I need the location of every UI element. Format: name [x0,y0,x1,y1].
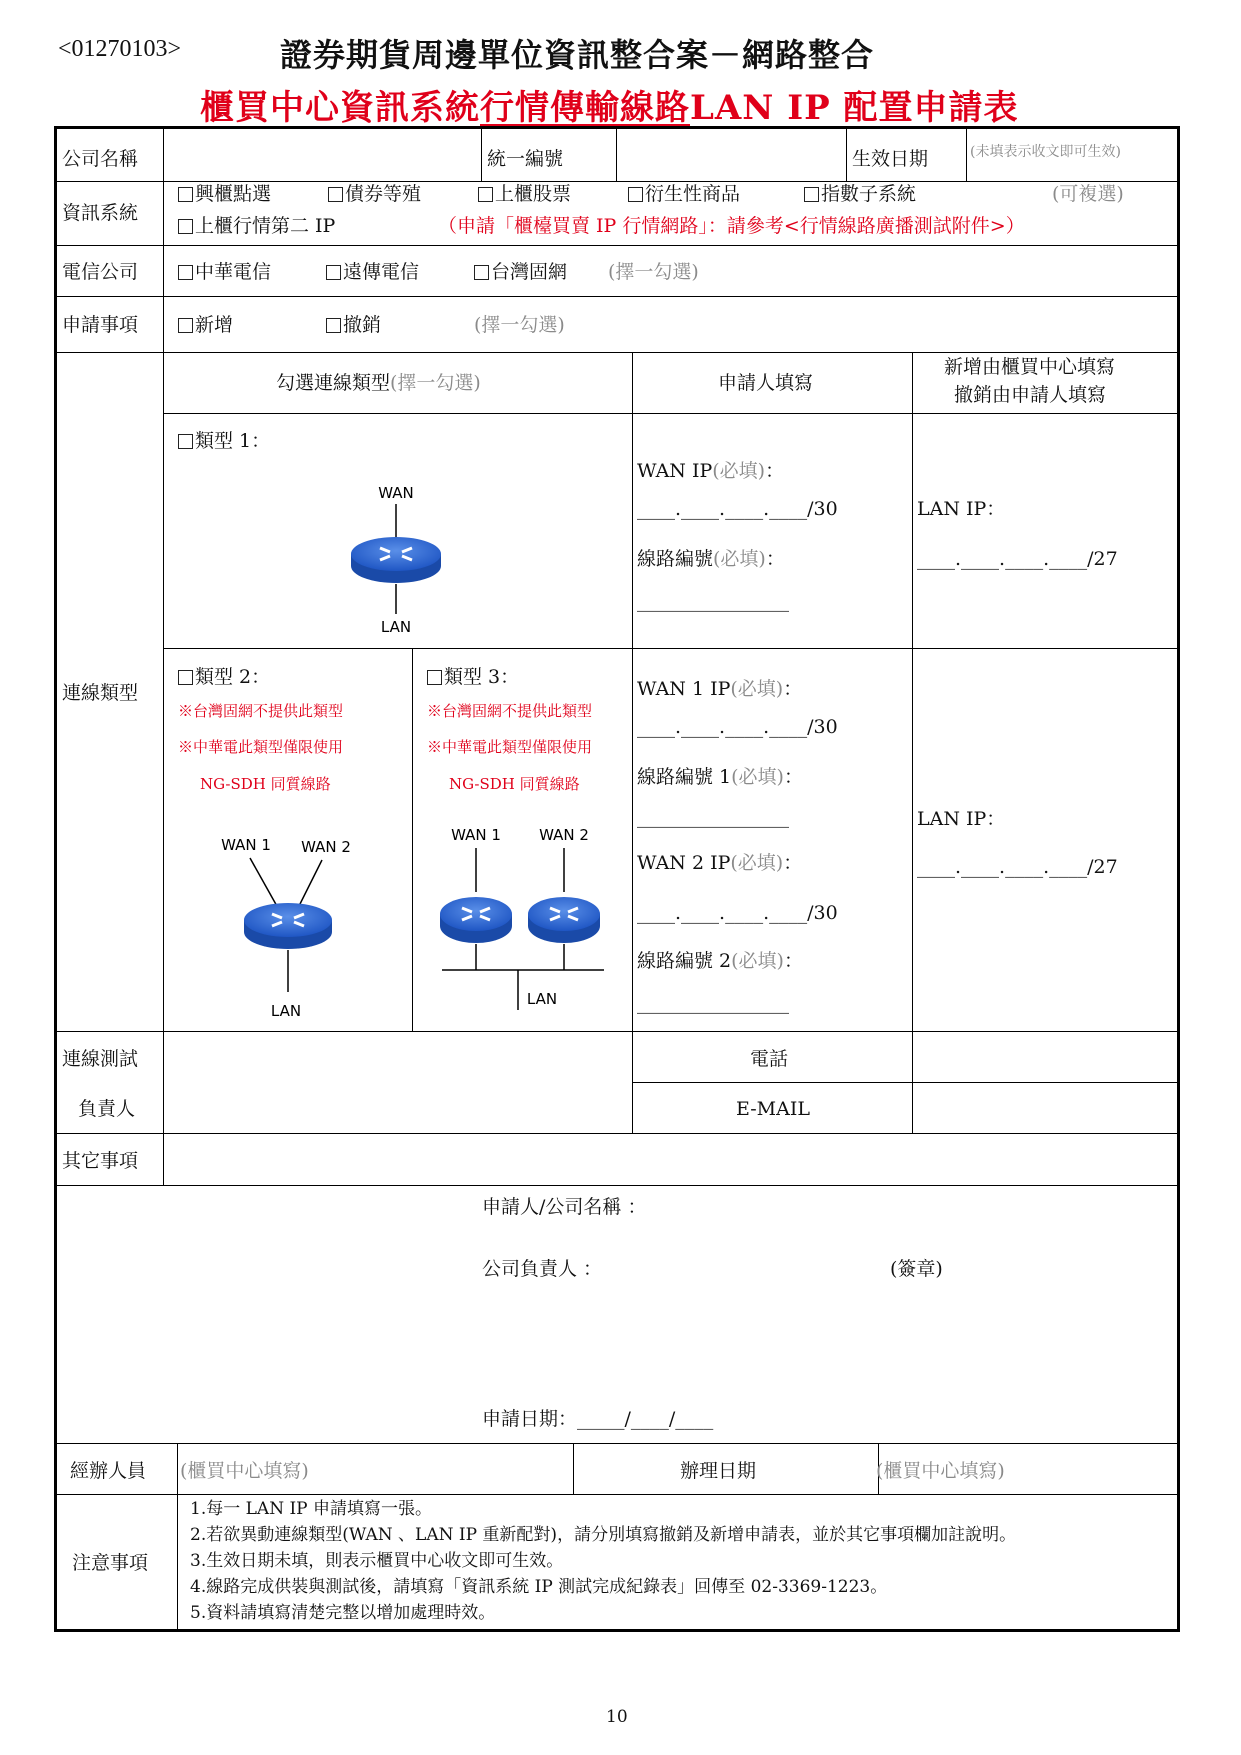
col-divider [412,648,413,1031]
row-divider [56,245,1178,246]
row-divider [56,181,1178,182]
row-divider [632,1082,1178,1083]
wan-ip-field[interactable]: ____.____.____.____/30 [637,498,838,520]
telecom-option-3[interactable]: 台灣固網 [474,261,567,284]
checkbox-icon[interactable] [628,187,643,202]
phone-label: 電話 [750,1048,789,1070]
checkbox-icon[interactable] [326,318,341,333]
effective-date-label: 生效日期 [852,148,929,170]
row-divider [56,1031,1178,1032]
system-option-1[interactable]: 興櫃點選 [178,183,271,206]
col-divider [632,352,633,1133]
checkbox-icon[interactable] [478,187,493,202]
request-label: 申請事項 [62,314,139,336]
col1-header: 勾選連線類型(擇一勾選) [276,372,481,394]
system-option-4[interactable]: 衍生性商品 [628,183,740,206]
router-icon [351,537,441,583]
form-code: <01270103> [58,36,182,62]
lan-ip-label: LAN IP： [917,498,1006,520]
checkbox-icon[interactable] [474,265,489,280]
notes-label: 注意事項 [72,1552,149,1574]
col-divider [616,128,617,181]
subtitle-underlined: 行情傳輸線路 [480,88,690,128]
phone-field[interactable] [918,1036,1172,1076]
handle-date-hint: (櫃買中心填寫) [876,1460,1005,1482]
type3-warning-3: NG-SDH 同質線路 [449,775,580,793]
router-diagram-type2 [210,830,380,1026]
applicant-company-label: 申請人/公司名稱 ： [482,1196,647,1218]
type2-option[interactable]: 類型 2： [178,666,270,689]
wan1-ip-label: WAN 1 IP(必填)： [637,678,803,700]
email-field[interactable] [918,1088,1172,1128]
company-owner-label: 公司負責人 ： [482,1258,603,1280]
test-contact-label-2: 負責人 [78,1098,136,1120]
wan2-label: WAN 2 [301,838,351,856]
type2-warning-1: ※台灣固網不提供此類型 [178,702,344,720]
notes-list [190,1496,1016,1626]
note-item: 2.若欲異動連線類型(WAN 、LAN IP 重新配對)，請分別填寫撤銷及新增申請表，並於其它事項欄加註說明。 [190,1525,1017,1545]
wan2-ip-field[interactable]: ____.____.____.____/30 [637,902,838,924]
line2-field[interactable]: ________________ [637,992,789,1014]
row-divider [56,1185,1178,1186]
wan2-label: WAN 2 [539,826,589,844]
test-contact-field[interactable] [169,1036,625,1128]
multi-select-hint: (可複選) [1052,183,1124,205]
col-divider [966,128,967,181]
checkbox-icon[interactable] [427,670,442,685]
system-option-5[interactable]: 指數子系統 [804,183,916,206]
other-matters-label: 其它事項 [62,1150,139,1172]
system-option-3[interactable]: 上櫃股票 [478,183,571,206]
subtitle-suffix: LAN IP 配置申請表 [690,88,1019,128]
type3-warning-2: ※中華電此類型僅限使用 [427,738,593,756]
checkbox-icon[interactable] [178,318,193,333]
note-item: 5.資料請填寫清楚完整以增加處理時效。 [190,1603,496,1623]
checkbox-icon[interactable] [178,187,193,202]
subtitle-prefix: 櫃買中心資訊系統 [200,88,480,128]
row-divider [163,413,1178,414]
page-number: 10 [606,1707,628,1727]
test-contact-label-1: 連線測試 [62,1048,139,1070]
company-name-field[interactable] [169,140,475,176]
telecom-option-2[interactable]: 遠傳電信 [326,261,419,284]
line-no-field[interactable]: ________________ [637,590,789,612]
col-divider [846,128,847,181]
col-divider [163,128,164,1185]
type1-option[interactable]: 類型 1： [178,430,270,453]
request-option-revoke[interactable]: 撤銷 [326,314,381,337]
handle-date-label: 辦理日期 [680,1460,757,1482]
checkbox-icon[interactable] [804,187,819,202]
lan-ip-label: LAN IP： [917,808,1006,830]
checkbox-icon[interactable] [178,265,193,280]
col2-header: 申請人填寫 [718,372,814,394]
router-icon [244,903,332,949]
line1-field[interactable]: ________________ [637,806,789,828]
note-item: 3.生效日期未填，則表示櫃買中心收文即可生效。 [190,1551,564,1571]
tax-id-label: 統一編號 [487,148,564,170]
note-item: 4.線路完成供裝與測試後，請填寫「資訊系統 IP 測試完成紀錄表」回傳至 02-3369-1223。 [190,1577,888,1597]
tax-id-field[interactable] [622,140,840,176]
form-subtitle [200,80,1019,129]
row-divider [163,648,1178,649]
company-name-label: 公司名稱 [62,148,139,170]
request-option-new[interactable]: 新增 [178,314,233,337]
wan1-label: WAN 1 [451,826,501,844]
other-matters-field[interactable] [169,1138,1172,1180]
form-title: 證券期貨周邊單位資訊整合案－網路整合 [280,36,875,74]
telecom-hint: (擇一勾選) [608,261,699,283]
note-item: 1.每一 LAN IP 申請填寫一張。 [190,1499,433,1519]
checkbox-icon[interactable] [326,265,341,280]
col-divider [912,352,913,1133]
lan-ip-field[interactable]: ____.____.____.____/27 [917,548,1118,570]
lan-label: LAN [270,1002,302,1020]
checkbox-icon[interactable] [328,187,343,202]
type2-warning-2: ※中華電此類型僅限使用 [178,738,344,756]
router-diagram-type3 [432,818,622,1014]
request-hint: (擇一勾選) [474,314,565,336]
router-diagram-type1 [330,478,470,638]
col3-header-line2: 撤銷由申請人填寫 [954,384,1107,406]
checkbox-icon[interactable] [178,670,193,685]
telecom-label: 電信公司 [62,261,139,283]
telecom-option-1[interactable]: 中華電信 [178,261,271,284]
col-divider [481,128,482,181]
system-note: （申請「櫃檯買賣 IP 行情網路」：請參考<行情線路廣播測試附件>） [438,215,1025,237]
wan2-ip-label: WAN 2 IP(必填)： [637,852,803,874]
checkbox-icon[interactable] [178,434,193,449]
type2-warning-3: NG-SDH 同質線路 [200,775,331,793]
type3-warning-1: ※台灣固網不提供此類型 [427,702,593,720]
wan-label: WAN [378,484,414,502]
row-divider [56,352,1178,353]
handler-hint: (櫃買中心填寫) [180,1460,309,1482]
router-icon [440,897,512,943]
system-label: 資訊系統 [62,202,139,224]
col-divider [177,1443,178,1630]
router-icon [528,897,600,943]
lan-ip-field[interactable]: ____.____.____.____/27 [917,856,1118,878]
row-divider [56,1443,1178,1444]
line1-label: 線路編號 1(必填)： [637,766,803,788]
system-option-6[interactable]: 上櫃行情第二 IP [178,215,335,238]
email-label: E-MAIL [736,1098,810,1120]
seal-label: (簽章) [890,1258,943,1280]
col-divider [573,1443,574,1494]
wan1-label: WAN 1 [221,836,271,854]
handler-label: 經辦人員 [70,1460,147,1482]
apply-date-label[interactable]: 申請日期：_____/____/____ [482,1408,714,1430]
row-divider [56,296,1178,297]
type3-option[interactable]: 類型 3： [427,666,519,689]
effective-date-hint: (未填表示收文即可生效) [970,144,1121,160]
system-option-2[interactable]: 債券等殖 [328,183,421,206]
line2-label: 線路編號 2(必填)： [637,950,803,972]
lan-label: LAN [526,990,558,1008]
row-divider [56,1133,1178,1134]
row-divider [56,1494,1178,1495]
lan-label: LAN [380,618,412,636]
wan-ip-label: WAN IP(必填)： [637,460,785,482]
checkbox-icon[interactable] [178,219,193,234]
wan1-ip-field[interactable]: ____.____.____.____/30 [637,716,838,738]
connection-type-label: 連線類型 [62,682,139,704]
line-no-label: 線路編號(必填)： [637,548,785,570]
col3-header-line1: 新增由櫃買中心填寫 [944,356,1116,378]
